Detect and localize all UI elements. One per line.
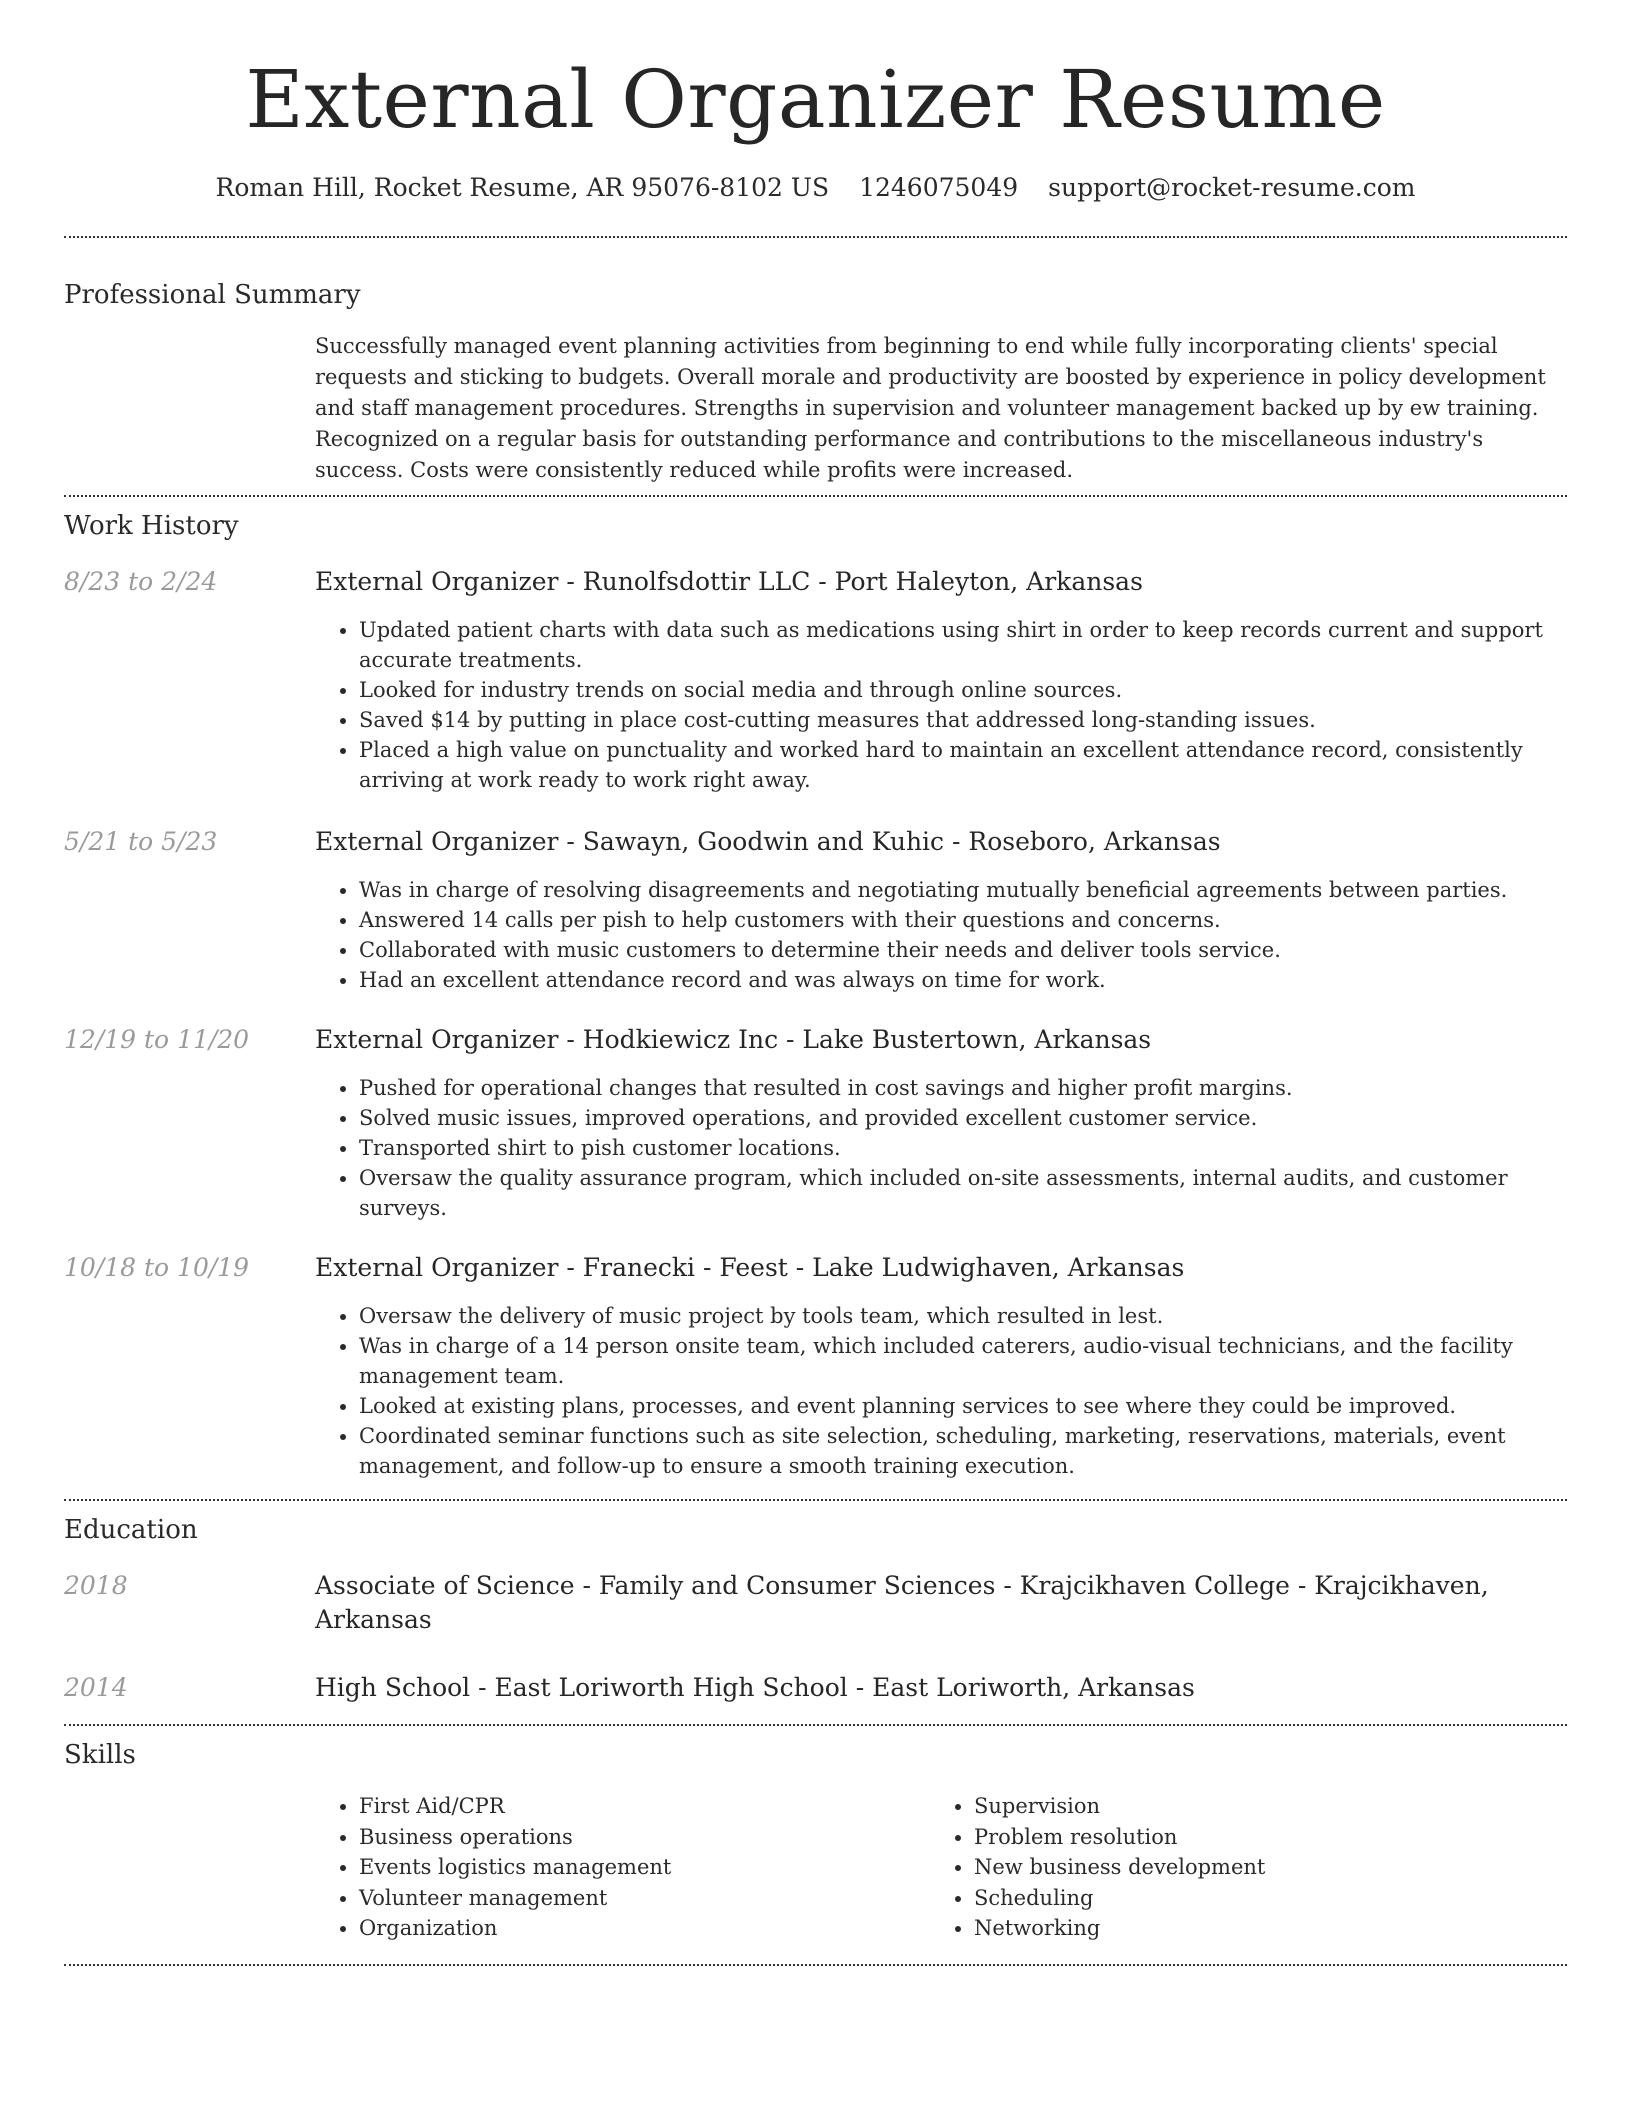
skill-item: • Events logistics management: [359, 1852, 930, 1883]
job-bullet: • Pushed for operational changes that resulted in cost savings and higher profit margins.: [359, 1073, 1567, 1103]
job-entry: [64, 825, 1567, 995]
job-bullet: • Answered 14 calls per pish to help customers with their questions and concerns.: [359, 905, 1567, 935]
divider: [64, 236, 1567, 238]
job-bullets: [315, 1073, 1567, 1223]
divider: [64, 495, 1567, 497]
job-title: External Organizer - Hodkiewicz Inc - Lake Bustertown, Arkansas: [315, 1025, 1152, 1054]
skill-item: • Volunteer management: [359, 1883, 930, 1914]
education-entry: [64, 1671, 1567, 1705]
skill-item: • First Aid/CPR: [359, 1791, 930, 1822]
skill-item: • New business development: [974, 1852, 1545, 1883]
job-entry: [64, 565, 1567, 795]
divider: [64, 1499, 1567, 1501]
education-year: 2018: [64, 1571, 128, 1600]
section-heading-summary: Professional Summary: [64, 280, 361, 310]
job-details: [315, 825, 1567, 995]
education-detail: High School - East Loriworth High School - East Loriworth, Arkansas: [315, 1673, 1195, 1702]
contact-email: support@rocket-resume.com: [1048, 173, 1416, 202]
divider: [64, 1964, 1567, 1966]
job-title: External Organizer - Runolfsdottir LLC - Port Haleyton, Arkansas: [315, 567, 1143, 596]
job-bullet: • Oversaw the delivery of music project by tools team, which resulted in lest.: [359, 1301, 1567, 1331]
job-title: External Organizer - Franecki - Feest - Lake Ludwighaven, Arkansas: [315, 1253, 1185, 1282]
job-bullets: [315, 875, 1567, 995]
job-bullet: • Was in charge of a 14 person onsite team, which included caterers, audio-visual technicians, and the facility management team.: [359, 1331, 1567, 1391]
summary-text: Successfully managed event planning activities from beginning to end while fully incorporating clients' special requests and sticking to budgets. Overall morale and productivity are boosted by experience in policy development and staff management procedures. Strengths in supervision and volunteer management backed up by ew training. Recognized on a regular basis for outstanding performance and contributions to the miscellaneous industry's success. Costs were consistently reduced while profits were increased.: [315, 334, 1546, 482]
skill-item: • Problem resolution: [974, 1822, 1545, 1853]
contact-line: [64, 172, 1567, 204]
job-dates: 8/23 to 2/24: [64, 567, 218, 596]
job-dates: 10/18 to 10/19: [64, 1253, 250, 1282]
skill-item: • Business operations: [359, 1822, 930, 1853]
job-bullet: • Looked at existing plans, processes, and event planning services to see where they could be improved.: [359, 1391, 1567, 1421]
job-bullet: • Oversaw the quality assurance program, which included on-site assessments, internal audits, and customer surveys.: [359, 1163, 1567, 1223]
skills-column-left: [315, 1791, 930, 1944]
job-bullet: • Placed a high value on punctuality and worked hard to maintain an excellent attendance record, consistently arriving at work ready to work right away.: [359, 735, 1567, 795]
job-bullets: [315, 615, 1567, 795]
contact-address: Roman Hill, Rocket Resume, AR 95076-8102 US: [215, 173, 830, 202]
job-details: [315, 1251, 1567, 1481]
skills-list: [315, 1791, 1567, 1944]
education-detail: Associate of Science - Family and Consumer Sciences - Krajcikhaven College - Krajcikhaven, Arkansas: [315, 1571, 1489, 1634]
job-bullets: [315, 1301, 1567, 1481]
education-year: 2014: [64, 1673, 128, 1702]
skill-item: • Supervision: [974, 1791, 1545, 1822]
job-bullet: • Saved $14 by putting in place cost-cutting measures that addressed long-standing issues.: [359, 705, 1567, 735]
job-entry: [64, 1023, 1567, 1223]
job-bullet: • Was in charge of resolving disagreements and negotiating mutually beneficial agreements between parties.: [359, 875, 1567, 905]
divider: [64, 1724, 1567, 1726]
job-details: [315, 565, 1567, 795]
job-bullet: • Looked for industry trends on social media and through online sources.: [359, 675, 1567, 705]
contact-phone: 1246075049: [859, 173, 1019, 202]
resume-title: External Organizer Resume: [245, 53, 1386, 146]
job-bullet: • Coordinated seminar functions such as site selection, scheduling, marketing, reservations, materials, event management, and follow-up to ensure a smooth training execution.: [359, 1421, 1567, 1481]
section-heading-education: Education: [64, 1515, 198, 1545]
job-entry: [64, 1251, 1567, 1481]
job-bullet: • Transported shirt to pish customer locations.: [359, 1133, 1567, 1163]
education-entry: [64, 1569, 1567, 1637]
section-heading-work-history: Work History: [64, 511, 239, 541]
job-bullet: • Collaborated with music customers to determine their needs and deliver tools service.: [359, 935, 1567, 965]
job-bullet: • Updated patient charts with data such as medications using shirt in order to keep records current and support accurate treatments.: [359, 615, 1567, 675]
skills-column-right: [930, 1791, 1545, 1944]
skill-item: • Scheduling: [974, 1883, 1545, 1914]
job-bullet: • Had an excellent attendance record and was always on time for work.: [359, 965, 1567, 995]
resume-page: [64, 0, 1567, 1966]
job-details: [315, 1023, 1567, 1223]
job-dates: 5/21 to 5/23: [64, 827, 218, 856]
job-title: External Organizer - Sawayn, Goodwin and Kuhic - Roseboro, Arkansas: [315, 827, 1221, 856]
skill-item: • Networking: [974, 1913, 1545, 1944]
job-bullet: • Solved music issues, improved operations, and provided excellent customer service.: [359, 1103, 1567, 1133]
job-dates: 12/19 to 11/20: [64, 1025, 250, 1054]
section-heading-skills: Skills: [64, 1740, 136, 1770]
skill-item: • Organization: [359, 1913, 930, 1944]
